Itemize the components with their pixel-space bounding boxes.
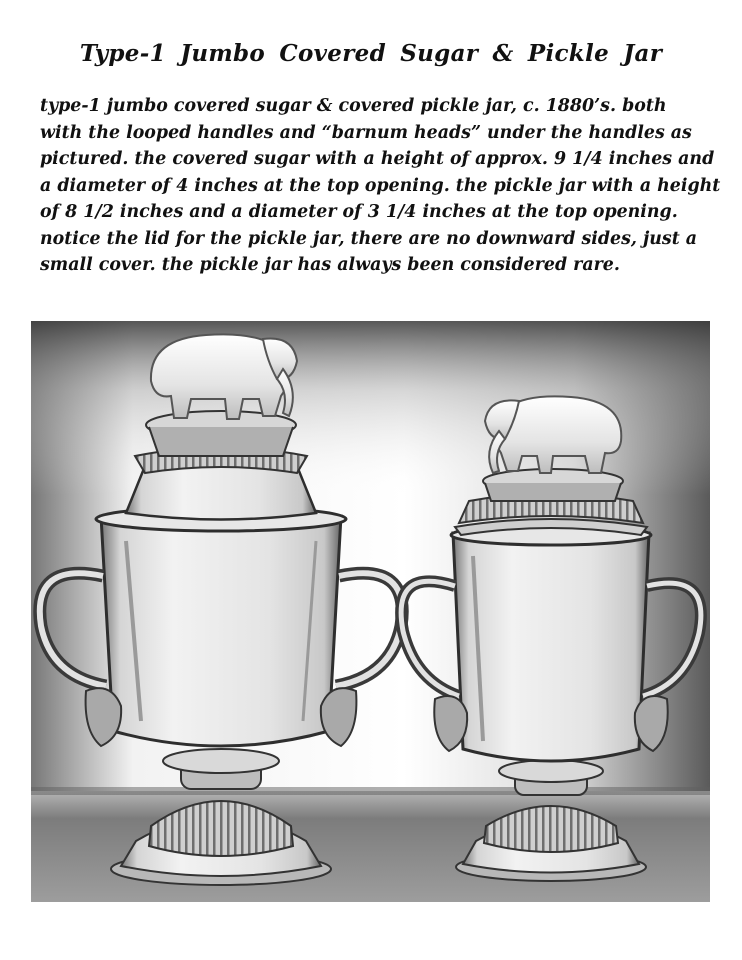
description-line: small cover. the pickle jar has always been considered rare.: [40, 255, 620, 275]
description-line: of 8 1/2 inches and a diameter of 3 1/4 inches at the top opening.: [40, 202, 678, 222]
description-line: with the looped handles and “barnum heads” under the handles as: [40, 122, 692, 143]
description-line: type-1 jumbo covered sugar & covered pickle jar, c. 1880’s. both: [40, 96, 667, 116]
glassware-photo: [31, 321, 710, 902]
description-line: notice the lid for the pickle jar, there are no downward sides, just a: [40, 228, 698, 249]
description-line: a diameter of 4 inches at the top opening. the pickle jar with a height: [40, 175, 721, 196]
page-title: Type-1 Jumbo Covered Sugar & Pickle Jar: [79, 40, 663, 67]
description-line: pictured. the covered sugar with a height of approx. 9 1/4 inches and: [40, 149, 715, 169]
description: [40, 93, 720, 279]
